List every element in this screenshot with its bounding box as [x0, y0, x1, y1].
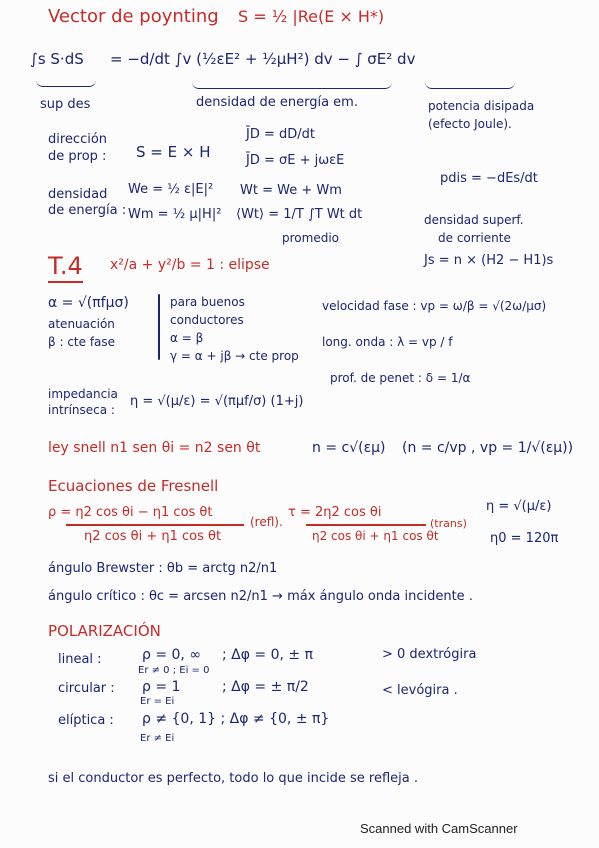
- label-densidad: densidad: [48, 187, 108, 202]
- circular-rho: ρ = 1: [142, 679, 181, 695]
- penetration-depth: prof. de penet : δ = 1/α: [330, 371, 471, 385]
- tau-numerator: τ = 2η2 cos θi: [288, 505, 382, 520]
- label-de-prop: de prop :: [48, 149, 107, 164]
- label-potencia-disipada: potencia disipada: [428, 99, 535, 113]
- eta-formula: η = √(μ/ε): [486, 499, 552, 514]
- label-trans: (trans): [430, 517, 467, 530]
- brace-right: [425, 82, 515, 89]
- label-direccion: dirección: [48, 132, 108, 147]
- label-intrinseca: intrínseca :: [48, 403, 115, 417]
- eliptica-label: elíptica :: [58, 713, 114, 728]
- wt-average-formula: ⟨Wt⟩ = 1/T ∫T Wt dt: [236, 207, 363, 222]
- gamma-formula: γ = α + jβ → cte prop: [170, 349, 299, 363]
- integral-lhs: ∫s S·dS: [30, 50, 84, 68]
- label-atenuacion: atenuación: [48, 317, 115, 331]
- camscanner-footer: Scanned with CamScanner: [360, 821, 518, 836]
- label-de-corriente: de corriente: [438, 231, 511, 245]
- lineal-label: lineal :: [58, 652, 102, 667]
- integral-rhs: = −d/dt ∫v (½εE² + ½μH²) dv − ∫ σE² dv: [110, 50, 416, 68]
- lineal-phase: ; Δφ = 0, ± π: [222, 647, 314, 663]
- label-impedancia: impedancia: [48, 387, 118, 401]
- ellipse-equation: x²/a + y²/b = 1 : elipse: [110, 257, 270, 273]
- label-promedio: promedio: [282, 231, 339, 245]
- label-cte-fase: β : cte fase: [48, 335, 116, 349]
- wm-formula: Wm = ½ μ|H|²: [128, 207, 222, 222]
- label-refl: (refl).: [250, 515, 283, 529]
- alpha-equals-beta: α = β: [170, 331, 204, 345]
- refractive-index: n = c√(εμ): [312, 440, 386, 456]
- rho-denominator: η2 cos θi + η1 cos θt: [84, 529, 222, 544]
- label-de-energia: de energía :: [48, 203, 127, 218]
- rho-fraction-bar: [66, 524, 244, 526]
- poynting-formula: S = ½ |Re(E × H*): [238, 7, 385, 26]
- direccion-formula: S = E × H: [136, 143, 211, 161]
- tau-denominator: η2 cos θi + η1 cos θt: [312, 529, 439, 543]
- conclusion: si el conductor es perfecto, todo lo que incide se refleja .: [48, 771, 418, 786]
- rho-numerator: ρ = η2 cos θi − η1 cos θt: [48, 505, 213, 520]
- critical-angle: ángulo crítico : θc = arcsen n2/n1 → máx ángulo onda incidente .: [48, 589, 473, 604]
- circular-phase: ; Δφ = ± π/2: [222, 679, 309, 695]
- dextrogira: > 0 dextrógira: [382, 647, 477, 662]
- pdis-formula: pdis = −dEs/dt: [440, 171, 538, 186]
- wavelength: long. onda : λ = vp / f: [322, 335, 453, 349]
- lineal-condition: Er ≠ 0 ; Ei = 0: [138, 665, 210, 676]
- wt-formula: Wt = We + Wm: [240, 183, 342, 198]
- lineal-rho: ρ = 0, ∞: [142, 647, 201, 663]
- circular-condition: Er = Ei: [140, 696, 175, 707]
- snell-law: ley snell n1 sen θi = n2 sen θt: [48, 440, 261, 456]
- fresnel-title: Ecuaciones de Fresnell: [48, 477, 219, 495]
- section-t4: T.4: [48, 254, 83, 278]
- jd-formula-1: J̄D = dD/dt: [246, 127, 315, 142]
- eliptica-condition: Er ≠ Ei: [140, 733, 175, 744]
- circular-label: circular :: [58, 681, 115, 696]
- levogira: < levógira .: [382, 683, 458, 698]
- brace-mid: [192, 82, 392, 89]
- eta0-formula: η0 = 120π: [490, 531, 559, 546]
- we-formula: We = ½ ε|E|²: [128, 182, 214, 197]
- brewster-angle: ángulo Brewster : θb = arctg n2/n1: [48, 561, 278, 576]
- jd-formula-2: J̄D = σE + jωεE: [246, 153, 345, 168]
- tau-fraction-bar: [306, 524, 426, 526]
- brace-conductores: [158, 294, 160, 360]
- snell-relations: (n = c/vp , vp = 1/√(εμ)): [402, 440, 574, 456]
- label-sup-des: sup des: [40, 97, 91, 112]
- polarization-title: POLARIZACIÓN: [48, 622, 161, 640]
- js-formula: Js = n × (H2 − H1)s: [424, 253, 554, 268]
- phase-velocity: velocidad fase : vp = ω/β = √(2ω/μσ): [322, 299, 547, 313]
- label-conductores: conductores: [170, 313, 244, 327]
- label-para-buenos: para buenos: [170, 295, 245, 309]
- label-densidad-em: densidad de energía em.: [196, 95, 358, 110]
- brace-lhs: [36, 80, 96, 87]
- title: Vector de poynting: [48, 6, 219, 27]
- impedance-formula: η = √(μ/ε) = √(πμf/σ) (1+j): [130, 394, 304, 409]
- label-efecto-joule: (efecto Joule).: [428, 117, 512, 131]
- label-densidad-superf: densidad superf.: [424, 213, 524, 227]
- alpha-formula: α = √(πfμσ): [48, 295, 129, 311]
- eliptica-rho: ρ ≠ {0, 1} ; Δφ ≠ {0, ± π}: [142, 711, 330, 727]
